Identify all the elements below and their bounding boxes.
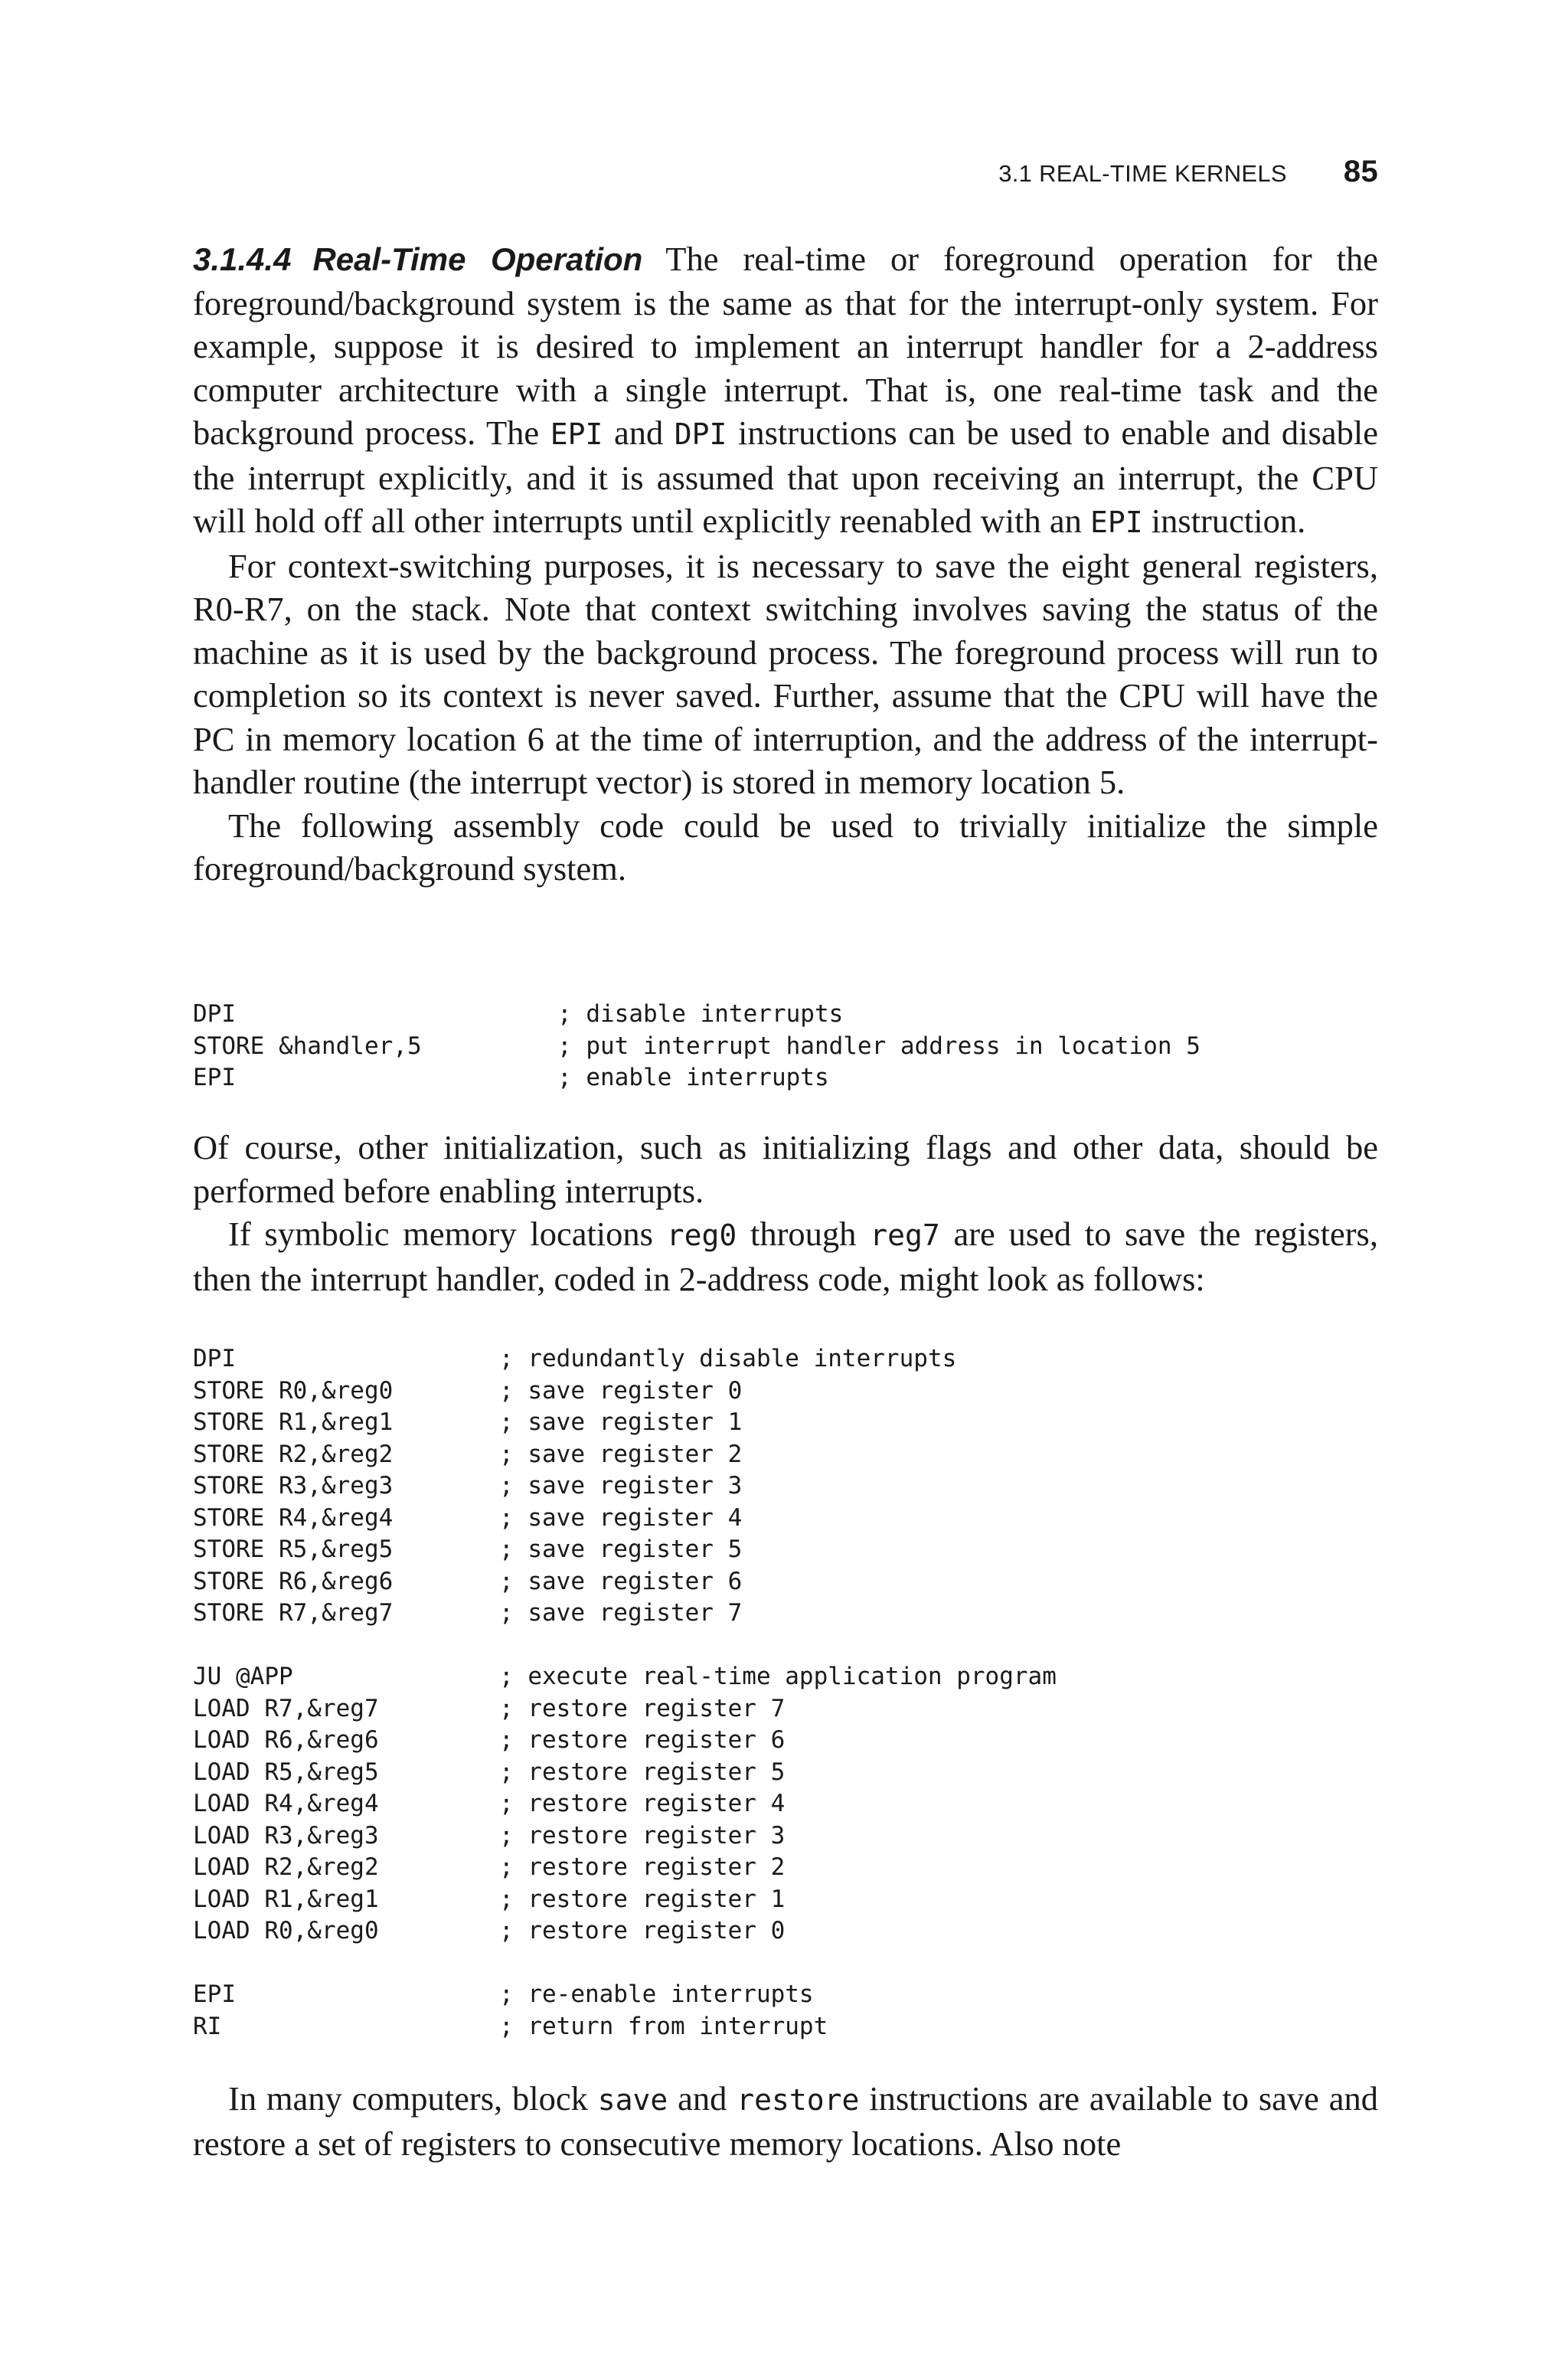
code-line bbox=[193, 1598, 1378, 1630]
code-line bbox=[193, 1915, 1378, 1948]
paragraph-1 bbox=[193, 237, 1378, 545]
inline-code: save bbox=[597, 2083, 668, 2117]
code-line bbox=[193, 1948, 1378, 1980]
code-line bbox=[193, 1470, 1378, 1503]
code-line bbox=[193, 1566, 1378, 1598]
code-comment: ; redundantly disable interrupts bbox=[499, 1345, 957, 1372]
code-line bbox=[193, 1343, 1378, 1375]
code-line bbox=[193, 1661, 1378, 1693]
code-instruction: EPI bbox=[193, 1980, 236, 2008]
code-instruction: STORE R3,&reg3 bbox=[193, 1472, 394, 1500]
inline-code: EPI bbox=[1089, 505, 1143, 539]
code-instruction: LOAD R1,&reg1 bbox=[193, 1885, 379, 1913]
code-instruction: EPI bbox=[193, 1064, 236, 1091]
inline-code: DPI bbox=[674, 417, 727, 451]
paragraph-text: instructions are available to save and restore a set of registers to consecutive memory locations. Also note bbox=[193, 2079, 1378, 2163]
code-line bbox=[193, 1693, 1378, 1725]
code-comment: ; restore register 4 bbox=[499, 1790, 786, 1817]
code-comment: ; save register 2 bbox=[499, 1440, 743, 1468]
code-line bbox=[193, 1757, 1378, 1789]
code-comment: ; return from interrupt bbox=[499, 2012, 828, 2040]
inline-code: restore bbox=[737, 2083, 860, 2117]
code-instruction: STORE &handler,5 bbox=[193, 1032, 422, 1060]
code-comment: ; restore register 0 bbox=[499, 1917, 786, 1944]
text-block-2 bbox=[193, 1126, 1378, 1300]
code-comment: ; save register 6 bbox=[499, 1567, 743, 1595]
code-instruction: LOAD R0,&reg0 bbox=[193, 1917, 379, 1944]
code-comment: ; save register 7 bbox=[499, 1599, 743, 1627]
paragraph-2: For context-switching purposes, it is necessary to save the eight general registers, R0-R7, on the stack. Note that context switching involves saving the status of the machine as it is used by the background process. The foreground process will run to completion so its context is never saved. Further, assume that the CPU will have the PC in memory location 6 at the time of interruption, and the address of the interrupt-handler routine (the interrupt vector) is stored in memory location 5. bbox=[193, 546, 1378, 801]
paragraph-text: If symbolic memory locations bbox=[228, 1215, 667, 1253]
code-comment: ; save register 0 bbox=[499, 1376, 743, 1405]
code-line bbox=[193, 1788, 1378, 1820]
inline-code: reg0 bbox=[666, 1218, 737, 1252]
paragraph-text: instructions can be used to enable and disable the interrupt explicitly, and it is assumed that upon receiving an interrupt, the CPU will hold off all other interrupts until explicitly reenabled with an bbox=[193, 414, 1378, 540]
code-comment: ; restore register 7 bbox=[499, 1694, 786, 1722]
paragraph-text: and bbox=[603, 414, 675, 452]
code-comment: ; restore register 3 bbox=[499, 1821, 786, 1850]
code-line bbox=[193, 1725, 1378, 1757]
code-comment: ; restore register 5 bbox=[499, 1758, 786, 1786]
code-instruction: JU @APP bbox=[193, 1663, 293, 1690]
section-number: 3.1.4.4 bbox=[193, 241, 292, 277]
paragraph-text: through bbox=[737, 1215, 871, 1253]
code-line bbox=[193, 1884, 1378, 1916]
code-comment: ; restore register 6 bbox=[499, 1726, 786, 1754]
paragraph-text: instruction. bbox=[1142, 502, 1306, 540]
paragraph-text: The real-time or foreground operation for the foreground/background system is the same as that for the interrupt-only system. For example, suppose it is desired to implement an interrupt handler for a 2-address computer architecture with a single interrupt. That is, one real-time task and the background process. The bbox=[193, 240, 1378, 452]
code-instruction: STORE R5,&reg5 bbox=[193, 1536, 394, 1563]
code-comment: ; disable interrupts bbox=[557, 1000, 844, 1028]
code-instruction: STORE R6,&reg6 bbox=[193, 1567, 394, 1595]
code-instruction: LOAD R2,&reg2 bbox=[193, 1853, 379, 1881]
code-line bbox=[193, 1407, 1378, 1439]
code-line bbox=[193, 1375, 1378, 1408]
code-instruction: LOAD R3,&reg3 bbox=[193, 1821, 379, 1850]
paragraph-6 bbox=[193, 2077, 1378, 2165]
page-number: 85 bbox=[1343, 155, 1378, 188]
paragraph-text: are used to save the registers, then the interrupt handler, coded in 2-address code, might look as follows: bbox=[193, 1215, 1378, 1298]
code-line bbox=[193, 1852, 1378, 1884]
code-instruction: STORE R2,&reg2 bbox=[193, 1440, 394, 1468]
code-line bbox=[193, 1439, 1378, 1471]
code-comment: ; save register 1 bbox=[499, 1408, 743, 1436]
code-listing-init bbox=[193, 999, 1378, 1094]
code-instruction: STORE R0,&reg0 bbox=[193, 1376, 394, 1405]
code-line bbox=[193, 1979, 1378, 2011]
code-instruction: STORE R1,&reg1 bbox=[193, 1408, 394, 1436]
text-block-1 bbox=[193, 237, 1378, 891]
code-comment: ; save register 4 bbox=[499, 1503, 743, 1532]
code-line bbox=[193, 1820, 1378, 1853]
code-instruction: STORE R4,&reg4 bbox=[193, 1503, 394, 1532]
code-instruction: DPI bbox=[193, 1000, 236, 1028]
code-line bbox=[193, 1503, 1378, 1535]
code-instruction: LOAD R6,&reg6 bbox=[193, 1726, 379, 1754]
paragraph-3: The following assembly code could be used to trivially initialize the simple foreground/background system. bbox=[193, 806, 1378, 888]
running-head-section: 3.1 REAL-TIME KERNELS bbox=[998, 160, 1287, 187]
code-comment: ; re-enable interrupts bbox=[499, 1980, 814, 2008]
paragraph-5 bbox=[193, 1212, 1378, 1300]
code-comment: ; execute real-time application program bbox=[499, 1663, 1057, 1690]
text-block-3 bbox=[193, 2077, 1378, 2165]
section-title: Real-Time Operation bbox=[312, 241, 643, 277]
paragraph-text: and bbox=[668, 2079, 737, 2118]
code-line bbox=[193, 2011, 1378, 2043]
code-comment: ; enable interrupts bbox=[557, 1064, 829, 1091]
paragraph-text: In many computers, block bbox=[228, 2079, 598, 2118]
code-line bbox=[193, 999, 1378, 1031]
paragraph-4: Of course, other initialization, such as initializing flags and other data, should be performed before enabling interrupts. bbox=[193, 1128, 1378, 1210]
inline-code: EPI bbox=[550, 417, 603, 451]
code-instruction: LOAD R5,&reg5 bbox=[193, 1758, 379, 1786]
code-comment: ; save register 3 bbox=[499, 1472, 743, 1500]
code-line bbox=[193, 1062, 1378, 1094]
code-line bbox=[193, 1031, 1378, 1063]
code-line bbox=[193, 1534, 1378, 1566]
running-head bbox=[193, 156, 1378, 189]
code-instruction: LOAD R7,&reg7 bbox=[193, 1694, 379, 1722]
code-comment: ; restore register 2 bbox=[499, 1853, 786, 1881]
code-instruction: DPI bbox=[193, 1345, 236, 1372]
code-line bbox=[193, 1630, 1378, 1662]
code-comment: ; put interrupt handler address in location 5 bbox=[557, 1032, 1200, 1060]
inline-code: reg7 bbox=[870, 1218, 940, 1252]
code-comment: ; save register 5 bbox=[499, 1536, 743, 1563]
code-instruction: LOAD R4,&reg4 bbox=[193, 1790, 379, 1817]
code-instruction: STORE R7,&reg7 bbox=[193, 1599, 394, 1627]
section-heading bbox=[193, 241, 642, 277]
code-comment: ; restore register 1 bbox=[499, 1885, 786, 1913]
code-instruction: RI bbox=[193, 2012, 222, 2040]
code-listing-handler bbox=[193, 1343, 1378, 2043]
